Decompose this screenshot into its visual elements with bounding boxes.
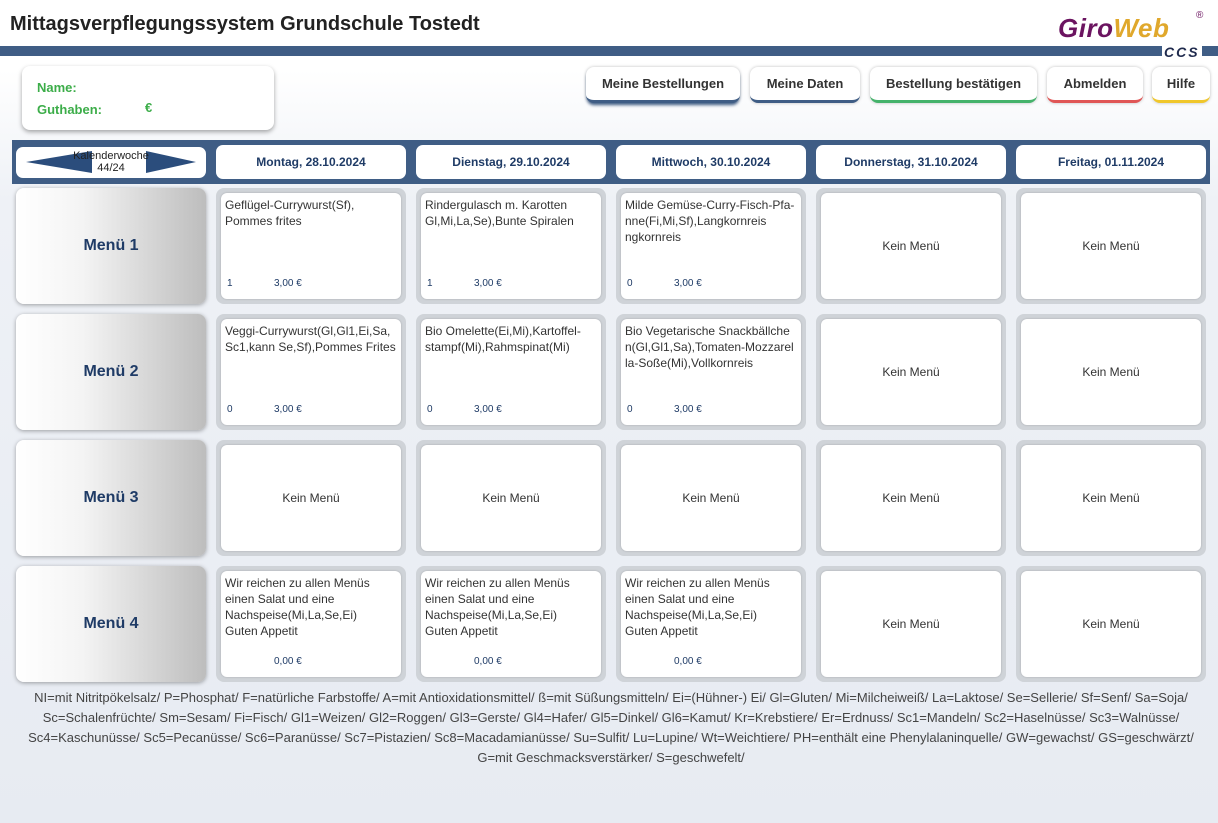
menu-cell-card bbox=[421, 571, 601, 677]
menu-cell-card bbox=[821, 571, 1001, 677]
no-menu-text: Kein Menü bbox=[882, 617, 940, 631]
menu-cell-card bbox=[621, 319, 801, 425]
menu-cell[interactable] bbox=[216, 566, 406, 682]
menu-cell-card bbox=[621, 445, 801, 551]
menu-cell-card bbox=[621, 571, 801, 677]
week-navigator bbox=[16, 147, 206, 178]
meal-description: Wir reichen zu allen Menüs einen Salat und eine Nachspeise(Mi,La,Se,Ei) Guten Appetit bbox=[625, 576, 770, 638]
meal-price: 0,00 € bbox=[274, 656, 302, 667]
logo-wordmark bbox=[1058, 13, 1169, 44]
menu-cell[interactable] bbox=[216, 188, 406, 304]
header-bar bbox=[0, 46, 1218, 56]
app-header bbox=[0, 0, 1218, 46]
menu-row-label: Menü 2 bbox=[16, 314, 206, 430]
app-title: Mittagsverpflegungssystem Grundschule Tostedt bbox=[10, 13, 480, 35]
calendar-week-number: 44/24 bbox=[97, 162, 125, 174]
allergen-legend: NI=mit Nitritpökelsalz/ P=Phosphat/ F=natürliche Farbstoffe/ A=mit Antioxidationsmittel/ ß=mit Süßungsmitteln/ Ei=(Hühner-) Ei/ Gl=Gluten/ Mi=Milcheiweiß/ La=Laktose/ Se=Sellerie/ Sf=Senf/ Sa=Soja/ Sc=Schalenfrüchte/ Sm=Sesam/ Fi=Fisch/ Gl1=Weizen/ Gl2=Roggen/ Gl3=Gerste/ Gl4=Hafer/ Gl5=Dinkel/ Gl6=Kamut/ Kr=Krebstiere/ Er=Erdnuss/ Sc1=Mandeln/ Sc2=Haselnüsse/ Sc3=Walnüsse/ Sc4=Kaschunüsse/ Sc5=Pecanüsse/ Sc6=Paranüsse/ Sc7=Pistazien/ Sc8=Macadamianüsse/ Su=Sulfit/ Lu=Lupine/ Wt=Weichtiere/ PH=enthält eine Phenylalaninquelle/ GW=gewachst/ GS=geschwärzt/ G=mit Geschmacksverstärker/ S=geschwefelt/ bbox=[28, 690, 1194, 765]
day-header: Mittwoch, 30.10.2024 bbox=[616, 145, 806, 179]
no-menu-text: Kein Menü bbox=[1082, 617, 1140, 631]
menu-cell-card bbox=[621, 193, 801, 299]
meal-price: 0,00 € bbox=[474, 656, 502, 667]
calendar-week-label bbox=[66, 150, 156, 174]
menu-cell-card bbox=[421, 319, 601, 425]
menu-cell-card bbox=[1021, 193, 1201, 299]
no-menu-text: Kein Menü bbox=[1082, 239, 1140, 253]
menu-cell[interactable] bbox=[616, 314, 806, 430]
menu-cell-card bbox=[221, 193, 401, 299]
confirm-order-button[interactable]: Bestellung bestätigen bbox=[870, 67, 1037, 103]
day-header: Dienstag, 29.10.2024 bbox=[416, 145, 606, 179]
meal-price: 3,00 € bbox=[274, 278, 302, 289]
day-header: Donnerstag, 31.10.2024 bbox=[816, 145, 1006, 179]
order-quantity: 0 bbox=[427, 404, 433, 415]
menu-row-label: Menü 3 bbox=[16, 440, 206, 556]
menu-cell[interactable] bbox=[816, 314, 1006, 430]
menu-cell[interactable] bbox=[816, 566, 1006, 682]
my-orders-button[interactable]: Meine Bestellungen bbox=[586, 67, 740, 103]
order-quantity: 1 bbox=[227, 278, 233, 289]
menu-cell[interactable] bbox=[416, 188, 606, 304]
meal-price: 3,00 € bbox=[474, 278, 502, 289]
meal-price: 3,00 € bbox=[274, 404, 302, 415]
account-info-box bbox=[22, 66, 274, 130]
menu-cell-card bbox=[221, 445, 401, 551]
menu-cell[interactable] bbox=[216, 314, 406, 430]
day-header: Montag, 28.10.2024 bbox=[216, 145, 406, 179]
menu-cell[interactable] bbox=[616, 440, 806, 556]
no-menu-text: Kein Menü bbox=[882, 239, 940, 253]
menu-cell[interactable] bbox=[416, 314, 606, 430]
no-menu-text: Kein Menü bbox=[1082, 365, 1140, 379]
menu-cell-card bbox=[821, 193, 1001, 299]
meal-description: Veggi-Currywurst(Gl,Gl1,Ei,Sa, Sc1,kann Se,Sf),Pommes Frites bbox=[225, 324, 396, 354]
menu-cell[interactable] bbox=[1016, 188, 1206, 304]
meal-description: Bio Vegetarische Snackbällche n(Gl,Gl1,Sa),Tomaten-Mozzarel la-Soße(Mi),Vollkornreis bbox=[625, 324, 794, 370]
menu-cell[interactable] bbox=[816, 440, 1006, 556]
menu-cell-card bbox=[821, 445, 1001, 551]
logout-button[interactable]: Abmelden bbox=[1047, 67, 1143, 103]
no-menu-text: Kein Menü bbox=[282, 491, 340, 505]
order-quantity: 0 bbox=[627, 404, 633, 415]
menu-cell[interactable] bbox=[1016, 566, 1206, 682]
order-quantity: 0 bbox=[227, 404, 233, 415]
menu-cell-card bbox=[221, 571, 401, 677]
menu-cell-card bbox=[1021, 319, 1201, 425]
menu-cell[interactable] bbox=[616, 566, 806, 682]
no-menu-text: Kein Menü bbox=[882, 365, 940, 379]
logo-part-web: Web bbox=[1113, 13, 1170, 43]
menu-cell-card bbox=[421, 445, 601, 551]
menu-cell-card bbox=[1021, 445, 1201, 551]
menu-cell[interactable] bbox=[616, 188, 806, 304]
meal-price: 3,00 € bbox=[674, 278, 702, 289]
no-menu-text: Kein Menü bbox=[682, 491, 740, 505]
order-quantity: 0 bbox=[627, 278, 633, 289]
meal-description: Wir reichen zu allen Menüs einen Salat und eine Nachspeise(Mi,La,Se,Ei) Guten Appetit bbox=[225, 576, 370, 638]
meal-description: Rindergulasch m. Karotten Gl,Mi,La,Se),Bunte Spiralen bbox=[425, 198, 574, 228]
menu-cell[interactable] bbox=[816, 188, 1006, 304]
no-menu-text: Kein Menü bbox=[482, 491, 540, 505]
giroweb-logo bbox=[1058, 10, 1218, 60]
help-button[interactable]: Hilfe bbox=[1152, 67, 1210, 103]
menu-cell[interactable] bbox=[1016, 440, 1206, 556]
no-menu-text: Kein Menü bbox=[1082, 491, 1140, 505]
order-quantity: 1 bbox=[427, 278, 433, 289]
meal-description: Geflügel-Currywurst(Sf), Pommes frites bbox=[225, 198, 355, 228]
menu-cell[interactable] bbox=[416, 566, 606, 682]
menu-cell[interactable] bbox=[216, 440, 406, 556]
menu-cell[interactable] bbox=[416, 440, 606, 556]
account-name-label: Name: bbox=[37, 80, 77, 95]
menu-cell-card bbox=[821, 319, 1001, 425]
menu-cell-card bbox=[1021, 571, 1201, 677]
account-balance-label: Guthaben: bbox=[37, 102, 102, 117]
logo-part-giro: Giro bbox=[1058, 13, 1114, 43]
logo-subtitle: CCS bbox=[1164, 44, 1200, 60]
meal-description: Wir reichen zu allen Menüs einen Salat und eine Nachspeise(Mi,La,Se,Ei) Guten Appetit bbox=[425, 576, 570, 638]
menu-cell-card bbox=[421, 193, 601, 299]
logo-registered-mark: ® bbox=[1196, 10, 1204, 21]
menu-cell-card bbox=[221, 319, 401, 425]
no-menu-text: Kein Menü bbox=[882, 491, 940, 505]
day-header: Freitag, 01.11.2024 bbox=[1016, 145, 1206, 179]
meal-description: Bio Omelette(Ei,Mi),Kartoffel- stampf(Mi),Rahmspinat(Mi) bbox=[425, 324, 581, 354]
meal-price: 3,00 € bbox=[474, 404, 502, 415]
meal-price: 3,00 € bbox=[674, 404, 702, 415]
meal-price: 0,00 € bbox=[674, 656, 702, 667]
calendar-week-title: Kalenderwoche bbox=[73, 150, 149, 162]
menu-cell[interactable] bbox=[1016, 314, 1206, 430]
meal-description: Milde Gemüse-Curry-Fisch-Pfa- nne(Fi,Mi,Sf),Langkornreis ngkornreis bbox=[625, 198, 795, 244]
menu-row-label: Menü 4 bbox=[16, 566, 206, 682]
account-balance-value: € bbox=[145, 100, 153, 115]
my-data-button[interactable]: Meine Daten bbox=[750, 67, 860, 103]
menu-row-label: Menü 1 bbox=[16, 188, 206, 304]
